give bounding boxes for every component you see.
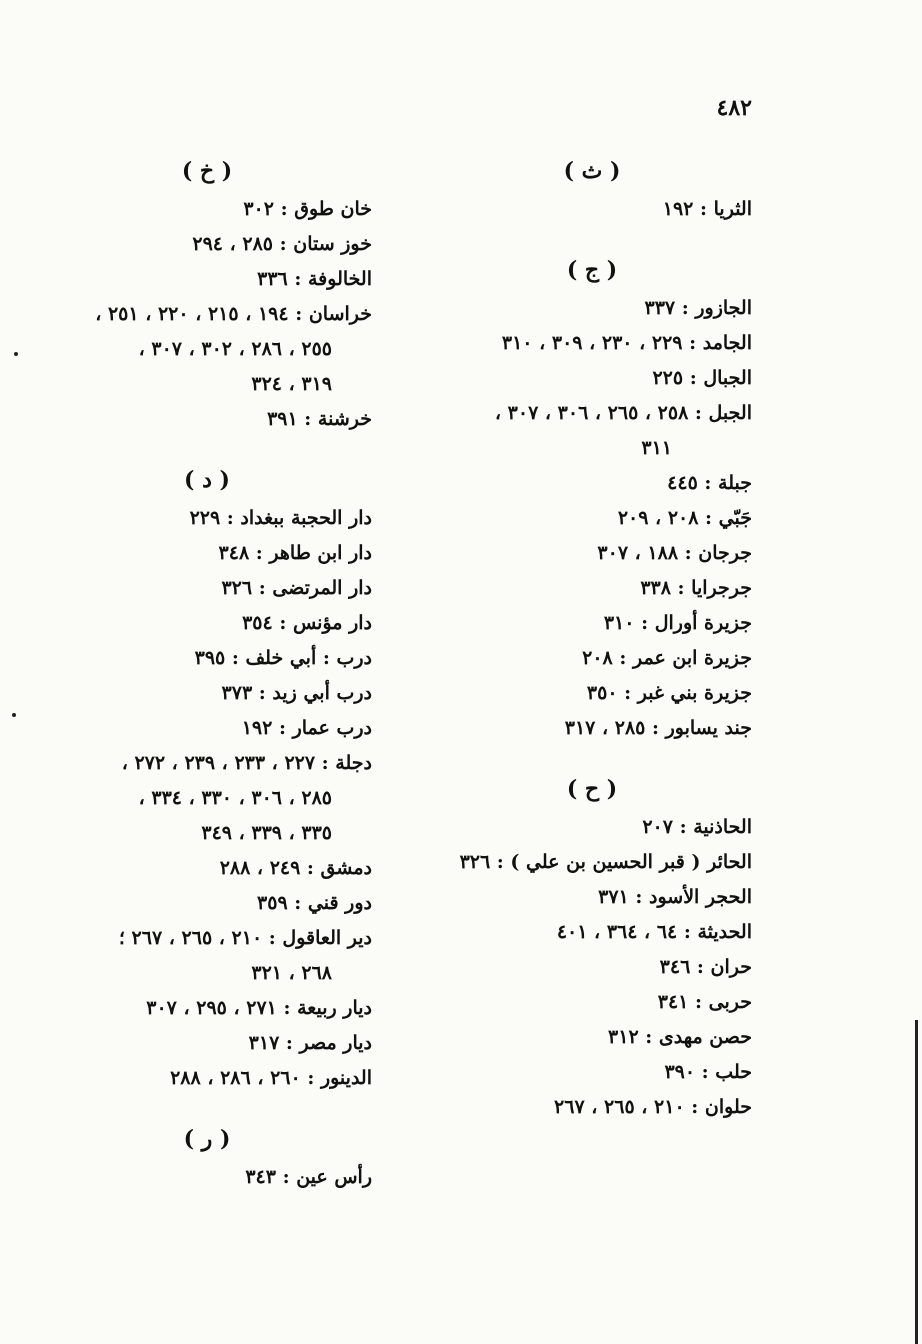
index-entry: الثريا : ١٩٢ bbox=[662, 198, 752, 220]
section-letter: ( د ) bbox=[184, 467, 230, 493]
index-entry-continuation: ٢٥٥ ، ٢٨٦ ، ٣٠٢ ، ٣٠٧ ، bbox=[138, 338, 332, 360]
index-entry: الحديثة : ٦٤ ، ٣٦٤ ، ٤٠١ bbox=[556, 921, 752, 943]
index-entry: جرجرايا : ٣٣٨ bbox=[640, 577, 752, 599]
scan-edge-line bbox=[915, 1020, 918, 1344]
index-entry: درب أبي زيد : ٣٧٣ bbox=[221, 682, 372, 704]
index-entry: خرشنة : ٣٩١ bbox=[267, 408, 372, 430]
index-entry: حلب : ٣٩٠ bbox=[664, 1061, 752, 1083]
index-entry: جرجان : ١٨٨ ، ٣٠٧ bbox=[597, 542, 752, 564]
index-entry: خراسان : ١٩٤ ، ٢١٥ ، ٢٢٠ ، ٢٥١ ، bbox=[95, 303, 372, 325]
index-entry: ديار مصر : ٣١٧ bbox=[248, 1032, 372, 1054]
index-entry: ديار ربيعة : ٢٧١ ، ٢٩٥ ، ٣٠٧ bbox=[146, 997, 372, 1019]
section-kha bbox=[42, 150, 372, 437]
index-entry: جبلة : ٤٤٥ bbox=[667, 472, 752, 494]
index-entry: الحاذنية : ٢٠٧ bbox=[642, 816, 752, 838]
scan-speck bbox=[14, 352, 18, 356]
scan-speck bbox=[12, 713, 16, 717]
section-dal bbox=[42, 459, 372, 1096]
index-entry: جند يسابور : ٢٨٥ ، ٣١٧ bbox=[564, 717, 752, 739]
index-entry: حلوان : ٢١٠ ، ٢٦٥ ، ٢٦٧ bbox=[554, 1096, 752, 1118]
index-entry-continuation: ٢٨٥ ، ٣٠٦ ، ٣٣٠ ، ٣٣٤ ، bbox=[138, 787, 332, 809]
index-entry: الجبال : ٢٢٥ bbox=[652, 367, 752, 389]
section-jim bbox=[432, 249, 752, 746]
section-ra bbox=[42, 1118, 372, 1195]
index-entry: دجلة : ٢٢٧ ، ٢٣٣ ، ٢٣٩ ، ٢٧٢ ، bbox=[121, 752, 372, 774]
index-entry: الدينور : ٢٦٠ ، ٢٨٦ ، ٢٨٨ bbox=[170, 1067, 372, 1089]
index-entry: جزيرة ابن عمر : ٢٠٨ bbox=[582, 647, 752, 669]
section-ha bbox=[432, 768, 752, 1125]
index-entry: دار المرتضى : ٣٢٦ bbox=[221, 577, 372, 599]
index-entry: الجبل : ٢٥٨ ، ٢٦٥ ، ٣٠٦ ، ٣٠٧ ، bbox=[494, 402, 752, 424]
section-letter: ( ر ) bbox=[183, 1126, 231, 1152]
section-letter: ( ح ) bbox=[566, 776, 618, 802]
index-entry: حران : ٣٤٦ bbox=[659, 956, 752, 978]
page-number: ٤٨٢ bbox=[716, 95, 752, 121]
index-entry: الجامد : ٢٢٩ ، ٢٣٠ ، ٣٠٩ ، ٣١٠ bbox=[501, 332, 752, 354]
index-entry: دمشق : ٢٤٩ ، ٢٨٨ bbox=[219, 857, 372, 879]
right-column bbox=[432, 150, 752, 1147]
index-entry-continuation: ٣٣٥ ، ٣٣٩ ، ٣٤٩ bbox=[201, 822, 332, 844]
section-tha bbox=[432, 150, 752, 227]
index-entry: خوز ستان : ٢٨٥ ، ٢٩٤ bbox=[192, 233, 372, 255]
index-entry: دار ابن طاهر : ٣٤٨ bbox=[218, 542, 372, 564]
index-entry: دير العاقول : ٢١٠ ، ٢٦٥ ، ٢٦٧ ؛ bbox=[118, 927, 372, 949]
left-column bbox=[42, 150, 372, 1217]
index-entry: الجازور : ٣٣٧ bbox=[644, 297, 752, 319]
index-entry-continuation: ٢٦٨ ، ٣٢١ bbox=[251, 962, 332, 984]
index-entry: حصن مهدى : ٣١٢ bbox=[608, 1026, 752, 1048]
index-entry: جزيرة بني غبر : ٣٥٠ bbox=[586, 682, 752, 704]
index-entry: دور قني : ٣٥٩ bbox=[257, 892, 372, 914]
index-entry: الحجر الأسود : ٣٧١ bbox=[598, 886, 752, 908]
index-entry: خان طوق : ٣٠٢ bbox=[243, 198, 372, 220]
index-entry-continuation: ٣١١ bbox=[641, 437, 672, 459]
section-letter: ( ث ) bbox=[563, 158, 621, 184]
index-entry: الحائر ( قبر الحسين بن علي ) : ٣٢٦ bbox=[459, 851, 752, 873]
index-entry: حربى : ٣٤١ bbox=[657, 991, 752, 1013]
index-entry: دار الحجبة ببغداد : ٢٢٩ bbox=[189, 507, 372, 529]
section-letter: ( خ ) bbox=[181, 158, 233, 184]
index-entry: درب عمار : ١٩٢ bbox=[241, 717, 372, 739]
section-letter: ( ج ) bbox=[566, 257, 618, 283]
index-entry: جَبّي : ٢٠٨ ، ٢٠٩ bbox=[617, 507, 752, 529]
index-entry: جزيرة أورال : ٣١٠ bbox=[603, 612, 752, 634]
index-entry: رأس عين : ٣٤٣ bbox=[245, 1166, 372, 1188]
index-entry: دار مؤنس : ٣٥٤ bbox=[242, 612, 372, 634]
index-entry-continuation: ٣١٩ ، ٣٢٤ bbox=[251, 373, 332, 395]
index-entry: الخالوفة : ٣٣٦ bbox=[257, 268, 372, 290]
index-entry: درب : أبي خلف : ٣٩٥ bbox=[194, 647, 372, 669]
